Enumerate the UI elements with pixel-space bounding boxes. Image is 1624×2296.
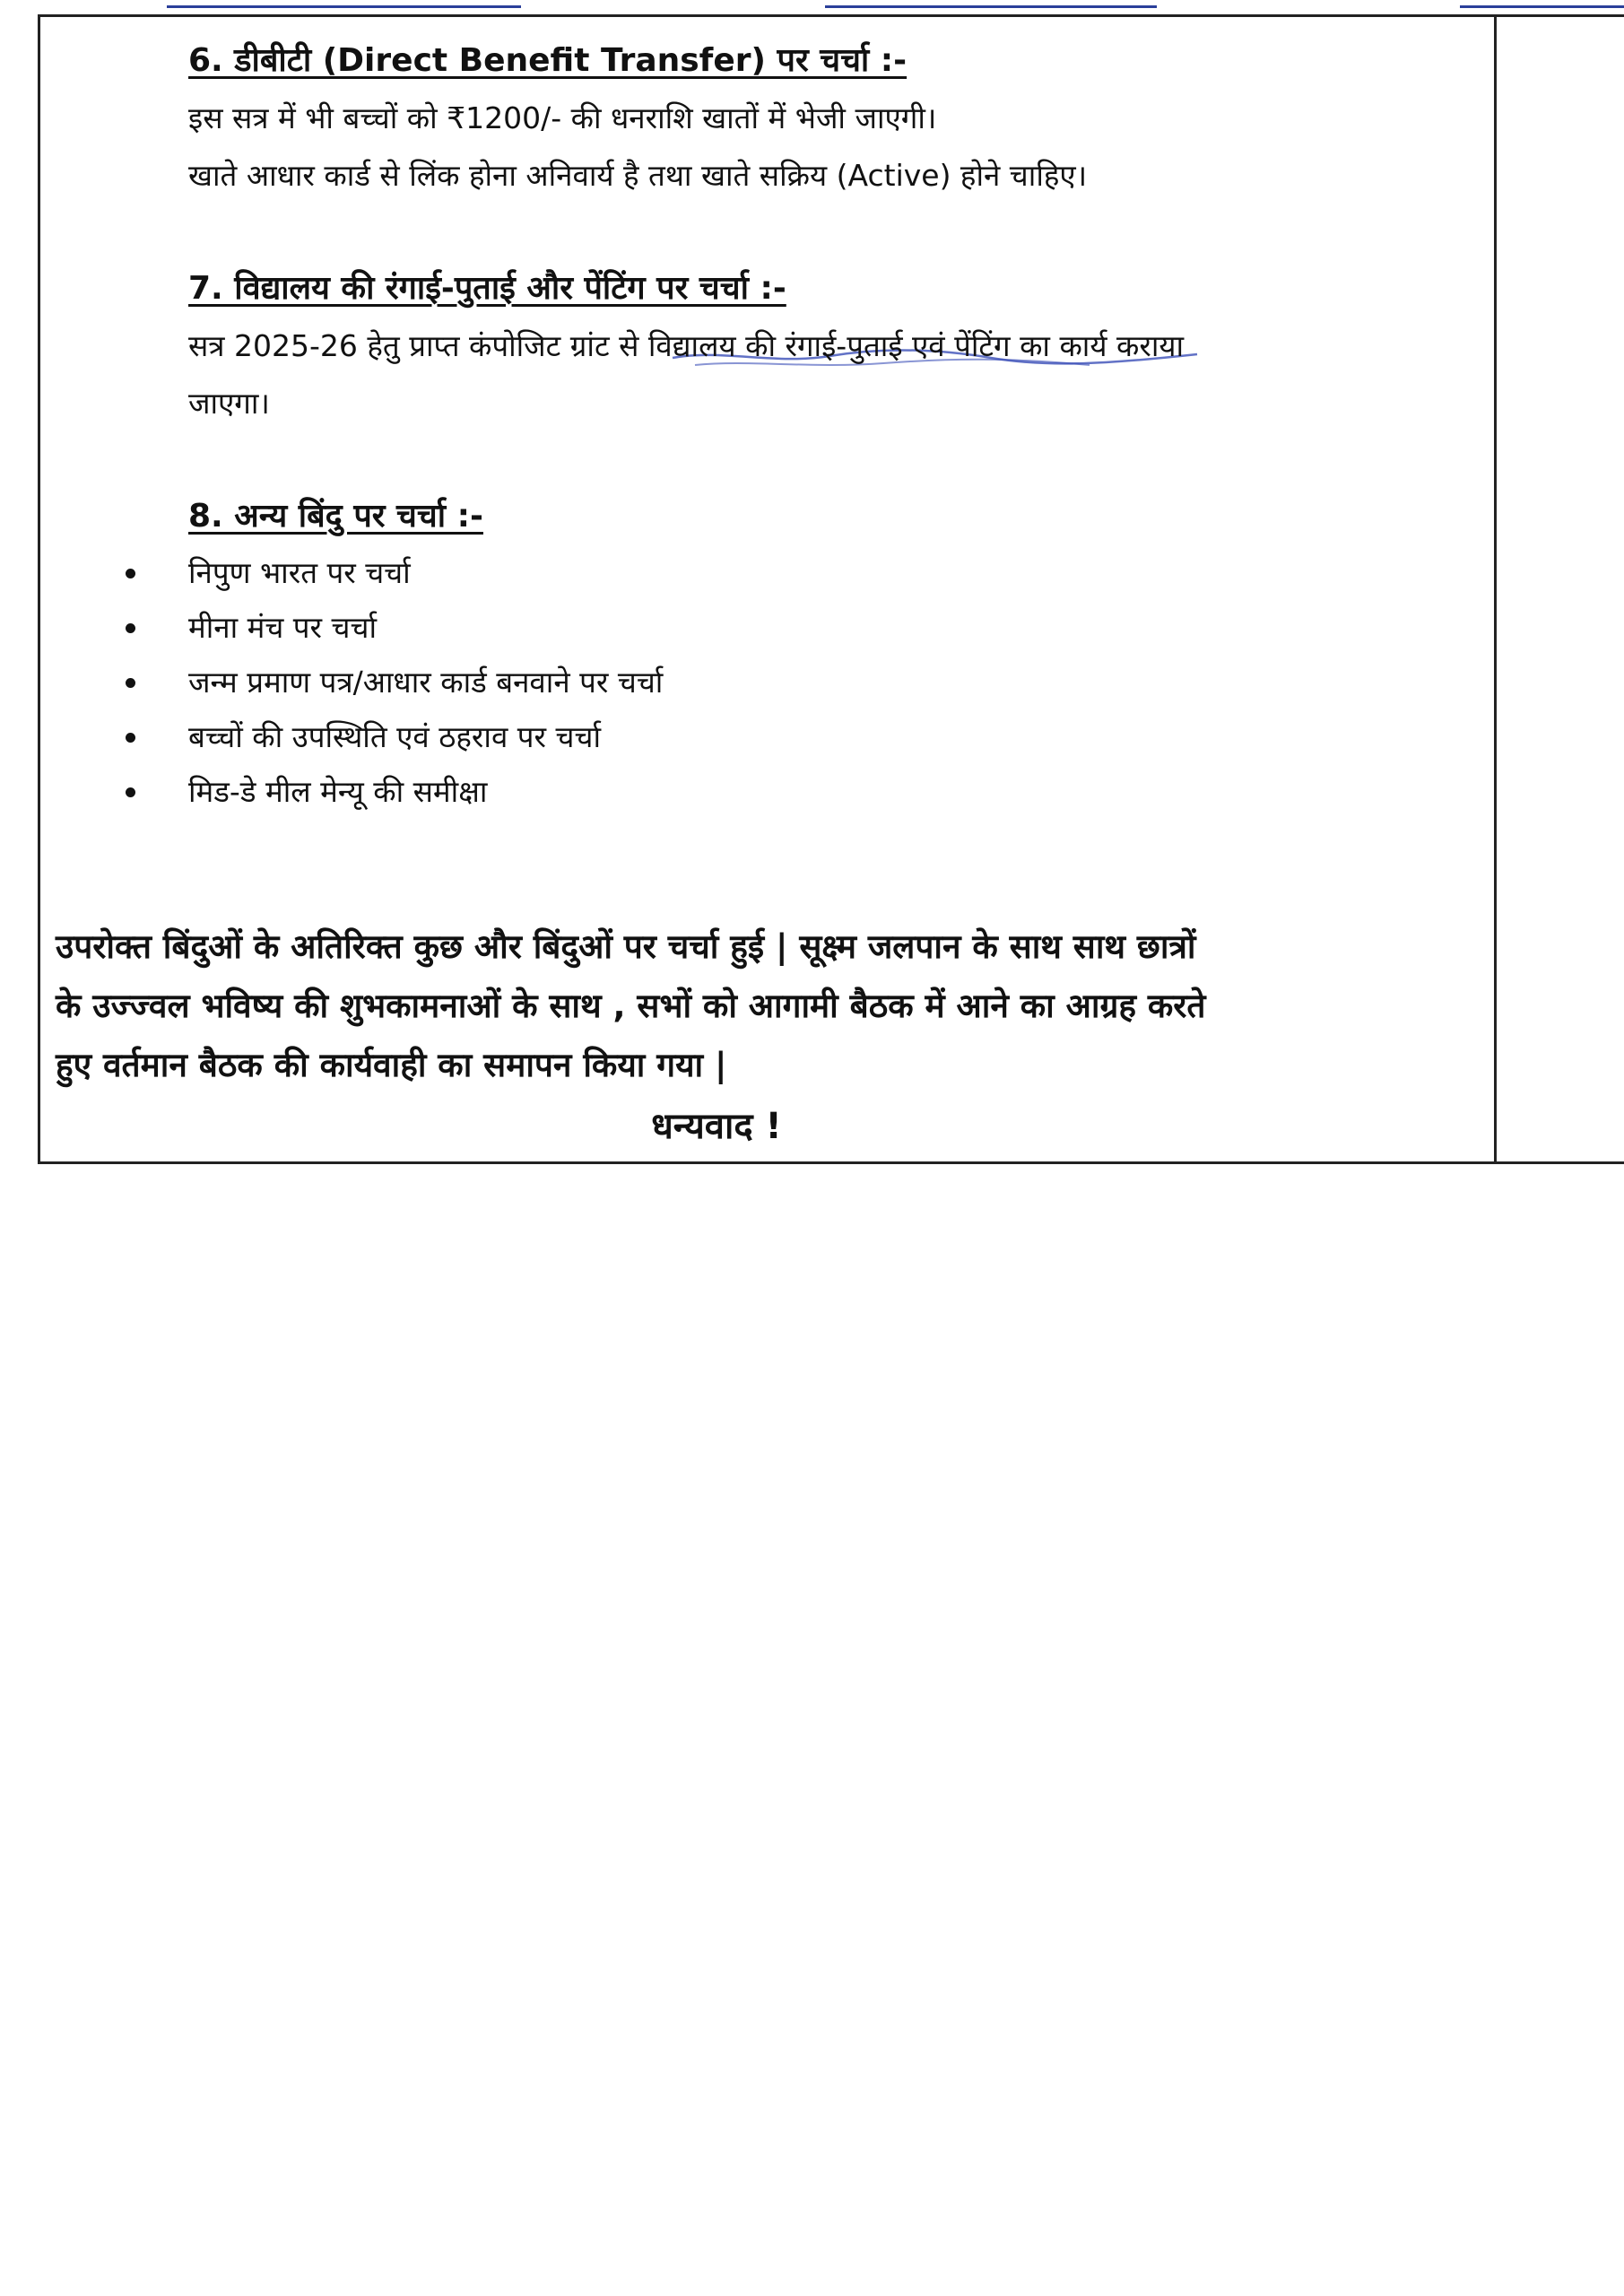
top-link-fragment-1	[167, 0, 521, 8]
spacer	[57, 204, 1483, 260]
bullet-icon	[126, 787, 135, 797]
section-7	[57, 260, 1483, 432]
list-item: मीना मंच पर चर्चा	[57, 600, 1483, 655]
closing-paragraph	[56, 918, 1483, 1095]
bullet-icon	[126, 733, 135, 743]
closing-line-2: के उज्ज्वल भविष्य की शुभकामनाओं के साथ , सभों को आगामी बैठक में आने का आग्रह करते	[56, 987, 1206, 1025]
section-8	[57, 488, 1483, 545]
section-6	[57, 14, 1483, 204]
bullet-icon	[126, 678, 135, 688]
list-item: मिड-डे मील मेन्यू की समीक्षा	[57, 764, 1483, 819]
top-link-fragment-3	[1460, 0, 1624, 8]
closing-line-3: हुए वर्तमान बैठक की कार्यवाही का समापन किया गया |	[56, 1046, 727, 1084]
spacer	[57, 819, 1483, 918]
bullet-icon	[126, 569, 135, 578]
section-8-bullet-list	[57, 545, 1483, 819]
top-link-fragment-2	[825, 0, 1157, 8]
section-6-heading: 6. डीबीटी (Direct Benefit Transfer) पर चर्चा :-	[188, 42, 908, 79]
table-column-divider	[1494, 14, 1497, 1164]
closing-line-1: उपरोक्त बिंदुओं के अतिरिक्त कुछ और बिंदुओं पर चर्चा हुई | सूक्ष्म जलपान के साथ साथ छात्रों	[56, 927, 1196, 966]
section-7-line-1: सत्र 2025-26 हेतु प्राप्त कंपोजिट ग्रांट से विद्यालय की रंगाई-पुताई एवं पेंटिंग का कार्य कराया	[188, 328, 1185, 363]
bullet-icon	[126, 623, 135, 633]
list-item: निपुण भारत पर चर्चा	[57, 545, 1483, 600]
section-6-line-2: खाते आधार कार्ड से लिंक होना अनिवार्य है तथा खाते सक्रिय (Active) होने चाहिए।	[188, 158, 1088, 193]
section-8-heading: 8. अन्य बिंदु पर चर्चा :-	[188, 498, 483, 535]
thank-you-text: धन्यवाद !	[651, 1106, 782, 1147]
list-item: जन्म प्रमाण पत्र/आधार कार्ड बनवाने पर चर्चा	[57, 655, 1483, 709]
section-7-line-2: जाएगा।	[188, 386, 270, 421]
section-7-heading: 7. विद्यालय की रंगाई-पुताई और पेंटिंग पर चर्चा :-	[188, 270, 786, 307]
spacer	[57, 432, 1483, 488]
section-6-line-1: इस सत्र में भी बच्चों को ₹1200/- की धनराशि खातों में भेजी जाएगी।	[188, 100, 937, 135]
minutes-content	[57, 14, 1483, 1158]
list-item: बच्चों की उपस्थिति एवं ठहराव पर चर्चा	[57, 709, 1483, 764]
